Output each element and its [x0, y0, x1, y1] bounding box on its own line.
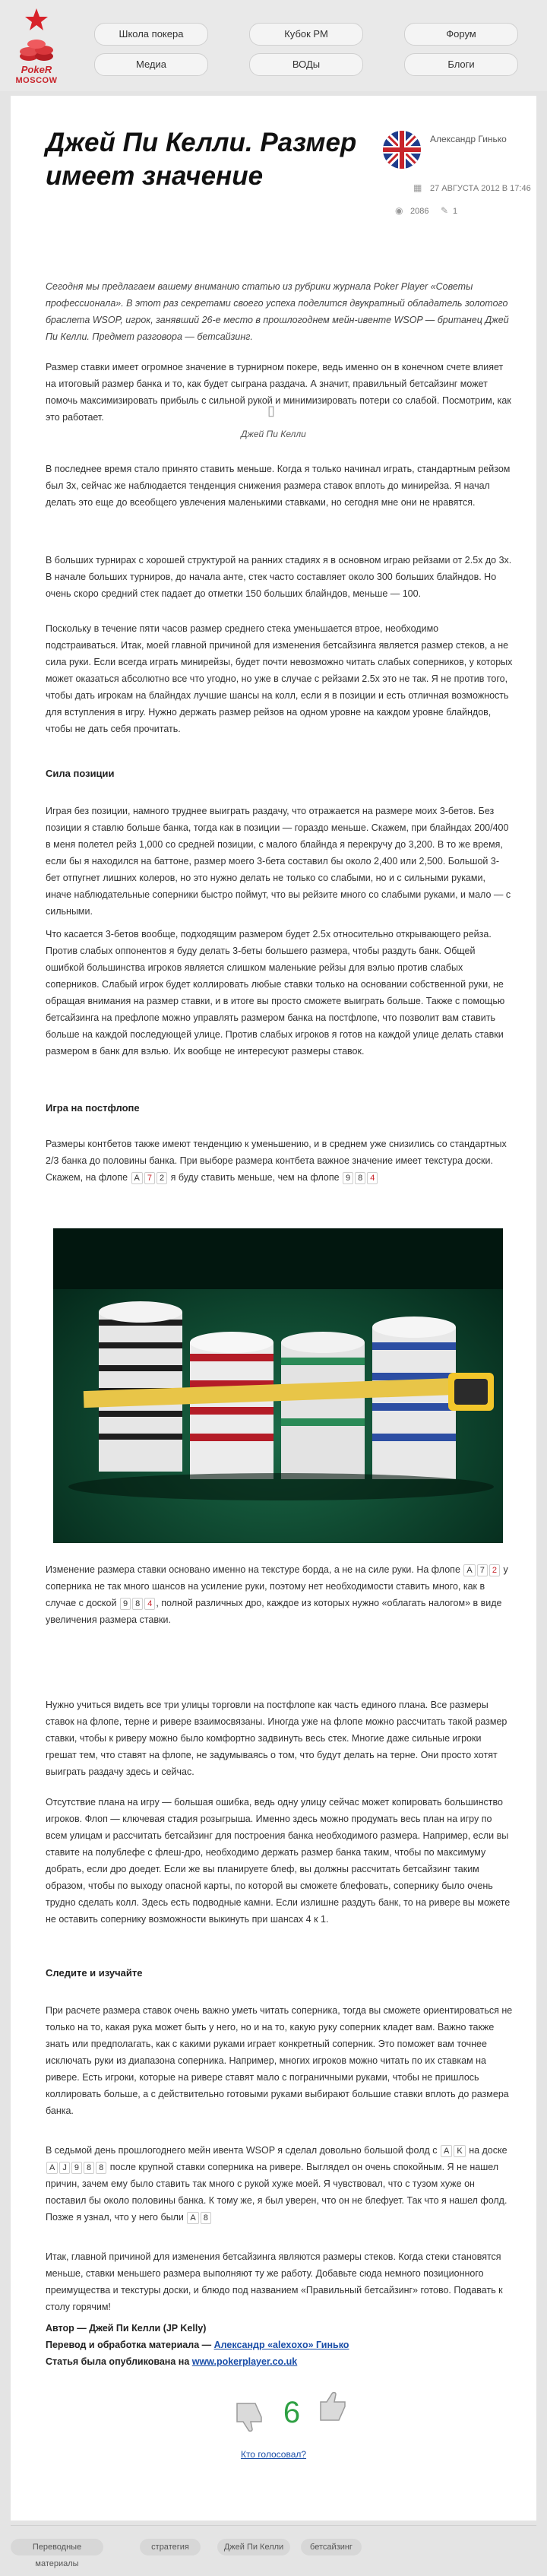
card-chip: 9 — [71, 2162, 82, 2174]
thumbs-down-icon[interactable] — [232, 2399, 266, 2432]
card-chip: 4 — [367, 1172, 378, 1184]
card-chip: 7 — [477, 1564, 488, 1576]
article-paragraph: Поскольку в течение пяти часов размер среднего стека уменьшается втрое, необходимо подстраиваться. Итак, моей главной причиной для изменения бетсайзинга является размер стеков, а не сила руки. Если всегда играть минирейзы, будет почти невозможно читать слабых соперников, у которых может оказаться абсолютно все что угодно, но уже в случае с рейзами 2.5x это не так. Я не против того, чтобы дать игрокам на блайндах лучшие шансы на колл, если я в позиции и есть отличная возможность для вступления в игру. Нужно держать размер рейзов на одном уровне на каждом уровне блайндов, чтобы не дать себя прочитать. — [46, 623, 513, 734]
credit-source: Статья была опубликована на www.pokerplayer.co.uk — [46, 2356, 298, 2367]
card-chip: 8 — [132, 1598, 143, 1610]
card-chip: 4 — [144, 1598, 155, 1610]
card-chip: A — [131, 1172, 143, 1184]
nav-cup-button[interactable]: Кубок РМ — [249, 23, 363, 46]
card-chip: 8 — [96, 2162, 106, 2174]
vote-widget — [232, 2391, 351, 2437]
article-paragraph-with-cards: В седьмой день прошлогоднего мейн ивента WSOP я сделал довольно большой фолд с A K на доске A J 9 8 8 после крупной ставки соперника на ривере. Выглядел он очень спокойным. Я не нашел причин, зачем ему было ставить так много с рукой хуже моей. Я чувствовал, что с тузом хуже он поставил бы около половины банка. К тому же, я был уверен, что он не блефует. Так что я нашел фолд. Позже я узнал, что у него были A 8 — [46, 2145, 507, 2223]
divider — [11, 2525, 536, 2526]
card-chip: 9 — [120, 1598, 131, 1610]
section-heading: Сила позиции — [46, 768, 115, 779]
site-logo[interactable] — [11, 8, 62, 84]
tag-chip[interactable]: Переводные материалы — [11, 2539, 103, 2555]
source-link[interactable]: www.pokerplayer.co.uk — [191, 2356, 298, 2367]
article-paragraph: Нужно учиться видеть все три улицы торговли на постфлопе как часть единого плана. Все размеры ставок на флопе, терне и ривере взаимосвязаны. Иногда уже на флопе можно рассчитать такой размер ставки, чтобы к риверу можно было комфортно задвинуть весь стек. Многие даже сильные игроки грешат тем, что ставят на флопе, не задумываясь о том, что будут делать на терне. Они просто хотят выиграть раздачу здесь и сейчас. — [46, 1700, 507, 1777]
card-chip: 8 — [84, 2162, 94, 2174]
article-card — [11, 96, 536, 2521]
photo-caption: Джей Пи Келли — [241, 429, 306, 439]
card-chip: 7 — [144, 1172, 155, 1184]
article-paragraph: В больших турнирах с хорошей структурой на ранних стадиях я в основном играю рейзами от 2.5x до 3x. В начале больших турниров, до начала анте, стек часто составляет около 300 больших блайндов. Но очень скоро средний стек падает до отметки 150 больших блайндов, меньше — 100. — [46, 555, 512, 599]
article-photo — [53, 1228, 503, 1543]
article-paragraph: Размер ставки имеет огромное значение в турнирном покере, ведь именно он в конечном счете влияет на итоговый размер банка и то, как будет сыграна раздача. А значит, правильный бетсайзинг может помочь максимизировать прибыль с сильной рукой и минимизировать потери со слабой. Посмотрим, как это работает. — [46, 362, 511, 423]
chips-icon — [18, 33, 55, 64]
article-paragraph-with-cards: Размеры контбетов также имеют тенденцию к уменьшению, и в среднем уже снизились со стандартных 2/3 банка до половины банка. При выборе размера контбета важное значение имеет текстура доски. Скажем, на флопе A 7 2 я буду ставить меньше, чем на флопе 9 8 4 — [46, 1139, 507, 1183]
credit-author: Автор — Джей Пи Келли (JP Kelly) — [46, 2323, 207, 2334]
author-avatar[interactable] — [383, 131, 421, 169]
card-chip: 2 — [157, 1172, 167, 1184]
logo-text-primary: PokeR — [21, 64, 52, 75]
card-chip: J — [59, 2162, 70, 2174]
image-placeholder-icon: ▯ — [267, 403, 275, 418]
section-heading: Следите и изучайте — [46, 1967, 143, 1979]
translator-link[interactable]: Александр «alexoxo» Гинько — [213, 2340, 349, 2350]
site-header — [0, 0, 547, 91]
card-chip: 2 — [489, 1564, 500, 1576]
calendar-icon: ▦ — [413, 182, 422, 193]
star-icon — [24, 8, 49, 32]
nav-forum-button[interactable]: Форум — [404, 23, 518, 46]
section-heading: Игра на постфлопе — [46, 1102, 140, 1114]
view-count: 2086 — [410, 207, 429, 216]
article-paragraph: При расчете размера ставок очень важно уметь читать соперника, тогда вы сможете ориентироваться не только на то, какая рука может быть у него, но и на то, какую руку соперник кладет вам. Важно также знать или предполагать, как с какими руками играет конкретный соперник. Это поможет вам точнее исключать руки из диапазона соперника. Например, многих игроков можно читать по их ставкам на ривере. Есть игроки, которые на ривере ставят мало с пограничными руками, чтобы не пришлось коллировать больше, а с действительно готовыми руками выбирают большие ставки вплоть до размера банка. — [46, 2005, 513, 2116]
tag-chip[interactable]: бетсайзинг — [301, 2539, 362, 2555]
article-paragraph-with-cards: Изменение размера ставки основано именно на текстуре борда, а не на силе руки. На флопе A 7 2 у соперника не так много шансов на усиление руки, поэтому нет необходимости ставить много, как в случае с доской 9 8 4 , полной различных дро, каждое из которых нужно «облагать налогом» в виде увеличения размера ставки. — [46, 1564, 508, 1625]
card-chip: 8 — [355, 1172, 365, 1184]
logo-text-secondary: MOSCOW — [15, 76, 58, 85]
eye-icon: ◉ — [395, 205, 403, 216]
vote-score: 6 — [283, 2396, 301, 2429]
nav-blogs-button[interactable]: Блоги — [404, 53, 518, 76]
nav-media-button[interactable]: Медиа — [94, 53, 208, 76]
comment-icon[interactable]: ✎ — [441, 205, 449, 216]
poker-chips-photo — [53, 1228, 503, 1543]
article-paragraph: Что касается 3-бетов вообще, подходящим размером будет 2.5x относительно открывающего рейза. Против слабых оппонентов я буду делать 3-беты большего размера, чтобы раздуть банк. Общей ошибкой большинства игроков является слишком маленькие рейзы для вэлью против слабых соперников. Слабый игрок будет коллировать любые ставки только на основании собственной руки, не обращая внимания на размер ставки, и в итоге вы просто сможете выиграть больше. Также с помощью бетсайзинга на префлопе можно управлять размером банка на постфлопе, что позволит вам ставить больше на каждой последующей улице. Против слабых игроков я готов на каждой улице делать ставки размером в банк для вэлью. Их вообще не интересуют размеры ставок. — [46, 929, 505, 1057]
article-title: Джей Пи Келли. Размер имеет значение — [46, 128, 357, 191]
card-chip: K — [454, 2145, 465, 2157]
article-paragraph: Итак, главной причиной для изменения бетсайзинга являются размеры стеков. Когда стеки становятся меньше, ставки меньшего размера выполняют ту же работу. Добавьте сюда немного позиционного преимущества и текстуры доски, и блюдо под названием «Правильный бетсайзинг» готово. Подавать к столу горячим! — [46, 2251, 503, 2312]
tag-chip[interactable]: Джей Пи Келли — [217, 2539, 290, 2555]
card-chip: A — [46, 2162, 58, 2174]
comment-count[interactable]: 1 — [453, 207, 458, 216]
who-voted-link[interactable]: Кто голосовал? — [240, 2449, 307, 2460]
credit-translate: Перевод и обработка материала — Александр «alexoxo» Гинько — [46, 2340, 349, 2350]
author-name[interactable]: Александр Гинько — [430, 134, 507, 144]
card-chip: 8 — [201, 2212, 211, 2224]
article-intro: Сегодня мы предлагаем вашему вниманию статью из рубрики журнала Poker Player «Советы профессионала». В этот раз секретами своего успеха поделится двукратный обладатель золотого браслета WSOP, игрок, занявший 26-е место в прошлогоднем мейн-ивенте WSOP — британец Джей Пи Келли. Предмет разговора — бетсайзинг. — [46, 281, 509, 342]
card-chip: 9 — [343, 1172, 353, 1184]
card-chip: A — [463, 1564, 475, 1576]
card-chip: A — [441, 2145, 452, 2157]
article-date: 27 АВГУСТА 2012 В 17:46 — [430, 184, 531, 193]
tag-chip[interactable]: стратегия — [140, 2539, 201, 2555]
uk-flag-icon — [383, 131, 421, 169]
article-paragraph: Играя без позиции, намного труднее выиграть раздачу, что отражается на размере моих 3-бетов. Без позиции я ставлю больше банка, тогда как в позиции — гораздо меньше. Скажем, при блайндах 200/400 в меня полетел рейз 1,000 со средней позиции, с малого блайнда я перекручу до 3,200. В то же время, если бы я находился на баттоне, размер моего 3-бета составил бы около 2,400 или 2,500. Большой 3-бет отпугнет лишних колеров, но это нужно делать не только со слабыми, но и с сильными руками, иначе наблюдательные соперники быстро поймут, что вы рейзите много со слабыми руками, и мало — с сильными. — [46, 806, 511, 917]
nav-school-button[interactable]: Школа покера — [94, 23, 208, 46]
article-paragraph: Отсутствие плана на игру — большая ошибка, ведь одну улицу сейчас может копировать большинство игроков. Флоп — ключевая стадия розыгрыша. Именно здесь можно продумать весь план на игру по всем улицам и рассчитать бетсайзинг для построения банка необходимого размера. Например, если вы ставите на полублефе с флеш-дро, необходимо держать размер банка таким, чтобы по максимуму добрать, если дро доедет. Если же вы планируете блеф, вы должны рассчитать бетсайзинг таким образом, чтобы по выходу опасной карты, по которой вы сможете блефовать, сопернику было очень трудно сделать колл. Здесь есть подводные камни. Если излишне раздуть банк, то на ривере вы можете не оставить сопернику возможности выкинуть при шансах 4 к 1. — [46, 1797, 511, 1925]
article-paragraph: В последнее время стало принято ставить меньше. Когда я только начинал играть, стандартным рейзом был 3x, сейчас же наблюдается тенденция снижения размера ставок вплоть до минирейза. Я начал делать это еще до всеобщего увлечения маленькими ставками, но сегодня мне они не нравятся. — [46, 464, 511, 508]
nav-vody-button[interactable]: ВОДы — [249, 53, 363, 76]
thumbs-up-icon[interactable] — [316, 2391, 349, 2425]
card-chip: A — [187, 2212, 198, 2224]
